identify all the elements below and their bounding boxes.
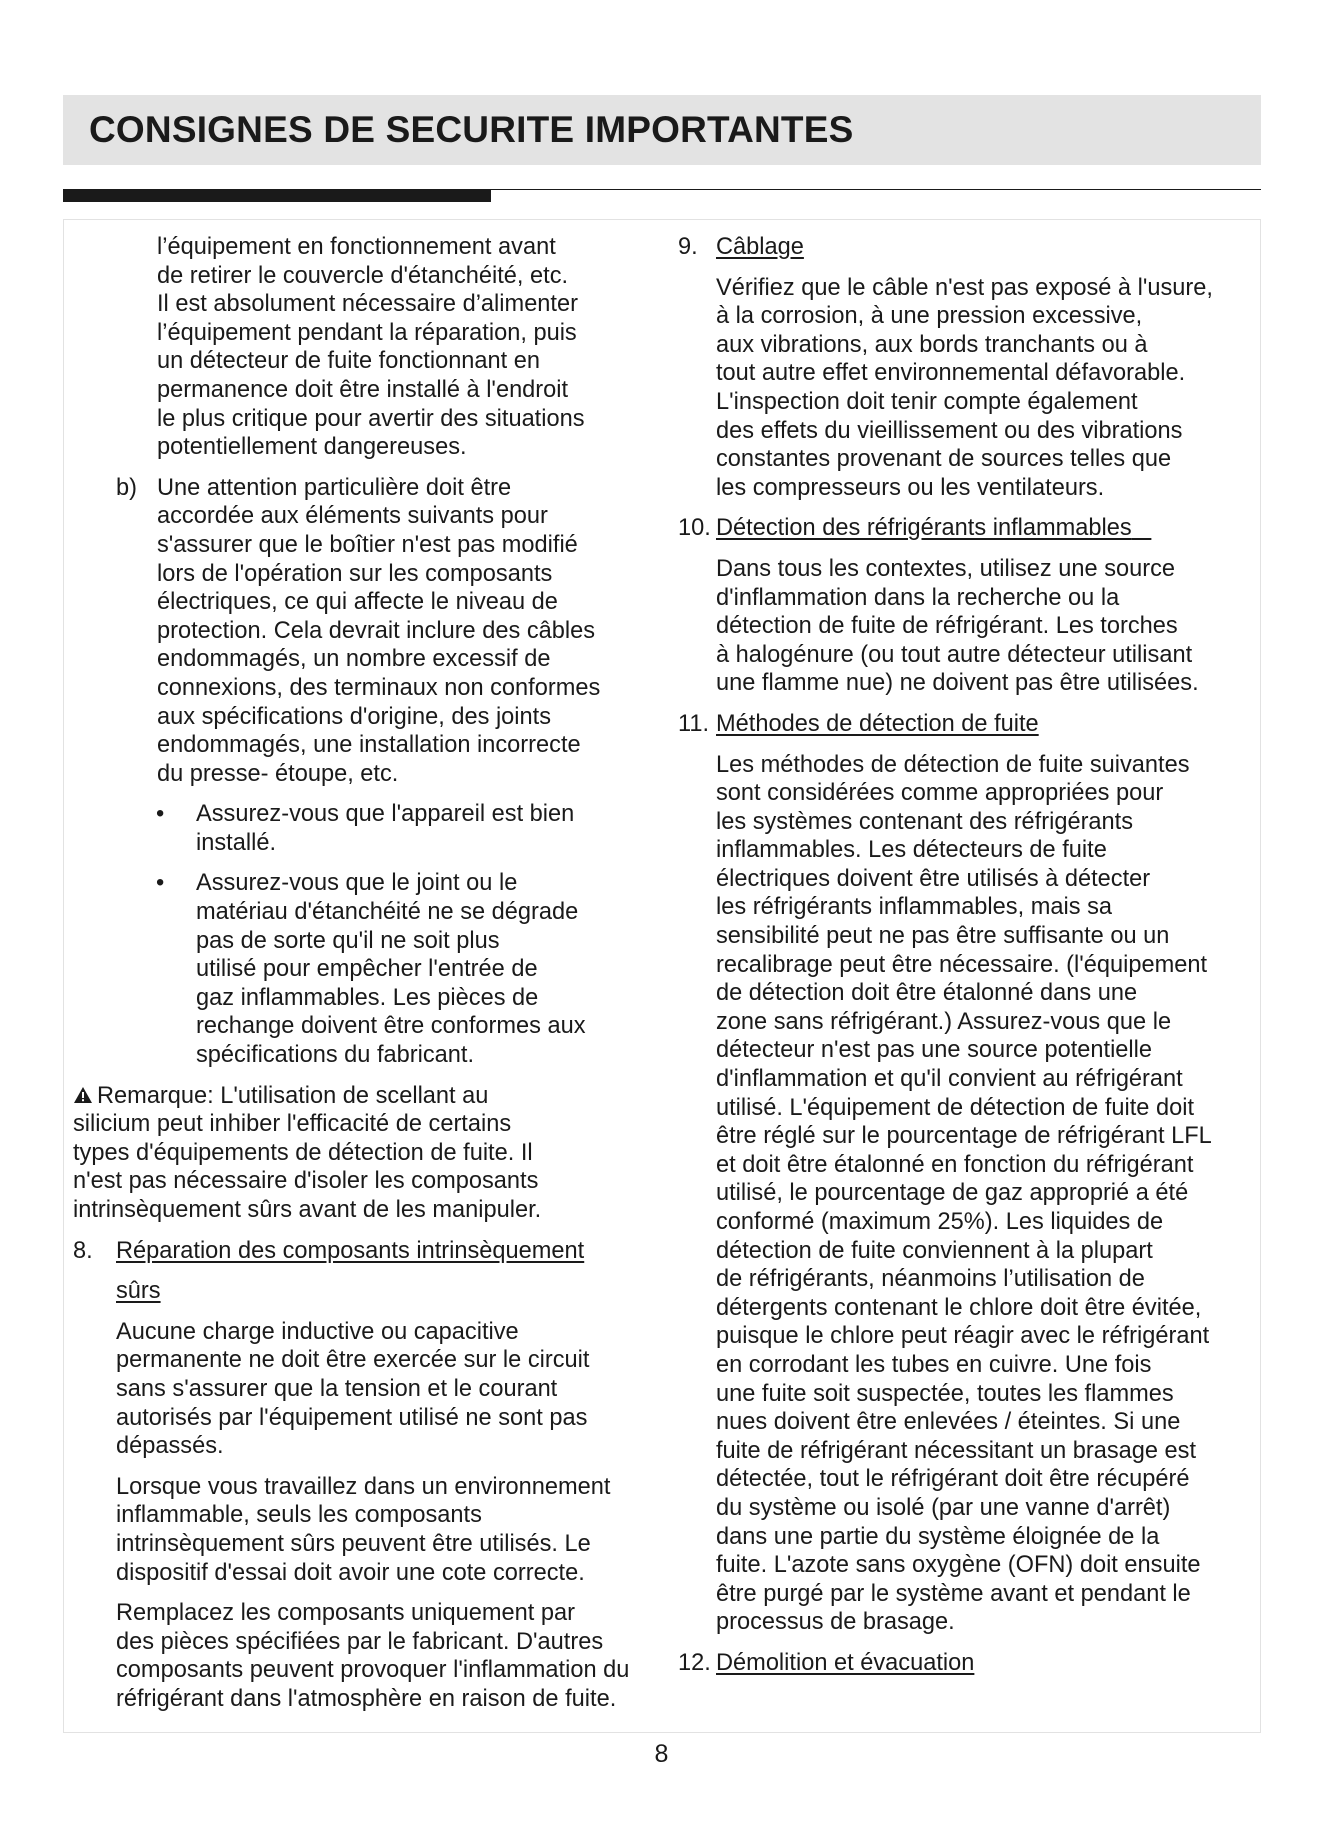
text-line: lors de l'opération sur les composants	[157, 560, 553, 587]
text-line: l’équipement pendant la réparation, puis	[157, 319, 577, 346]
section-number: 8.	[73, 1237, 93, 1264]
text-line: spécifications du fabricant.	[196, 1042, 475, 1069]
text-line: nues doivent être enlevées / éteintes. Si une	[716, 1409, 1181, 1436]
text-line: pas de sorte qu'il ne soit plus	[196, 927, 500, 954]
text-line: une fuite soit suspectée, toutes les flammes	[716, 1380, 1174, 1407]
bullet-marker: •	[156, 801, 165, 828]
text-line: de réfrigérants, néanmoins l’utilisation de	[716, 1266, 1145, 1293]
text-line: types d'équipements de détection de fuite. Il	[73, 1139, 533, 1166]
text-line: endommagés, un nombre excessif de	[157, 646, 551, 673]
text-line: d'inflammation dans la recherche ou la	[716, 584, 1120, 611]
text-line: Une attention particulière doit être	[157, 474, 512, 501]
page-header-bar	[63, 95, 1261, 165]
text-line: et doit être étalonné en fonction du réfrigérant	[716, 1151, 1194, 1178]
page-title: CONSIGNES DE SECURITE IMPORTANTES	[89, 109, 854, 150]
text-line: Assurez-vous que l'appareil est bien	[196, 801, 575, 828]
section-11-title	[678, 710, 1256, 739]
text-line: Aucune charge inductive ou capacitive	[116, 1318, 519, 1345]
text-line: électriques, ce qui affecte le niveau de	[157, 589, 558, 616]
section-8-title	[73, 1237, 645, 1306]
page-number: 8	[654, 1740, 669, 1768]
section-number: 9.	[678, 234, 698, 260]
text-line: zone sans réfrigérant.) Assurez-vous que le	[716, 1008, 1172, 1035]
text-line: détergents contenant le chlore doit être évitée,	[716, 1294, 1202, 1321]
section-10-title-text: Détection des réfrigérants inflammables	[716, 515, 1132, 542]
text-line: utilisé. L'équipement de détection de fuite doit	[716, 1094, 1195, 1121]
text-line: endommagés, une installation incorrecte	[157, 732, 581, 759]
warning-note	[73, 1082, 645, 1225]
text-line: dépassés.	[116, 1433, 224, 1460]
text-line: puisque le chlore peut réagir avec le réfrigérant	[716, 1323, 1210, 1350]
text-line: n'est pas nécessaire d'isoler les composants	[73, 1168, 539, 1195]
warning-triangle-icon	[73, 1086, 93, 1104]
text-line: Assurez-vous que le joint ou le	[196, 870, 518, 897]
text-line: détection de fuite conviennent à la plupart	[716, 1237, 1153, 1264]
text-line: une flamme nue) ne doivent pas être utilisées.	[716, 670, 1199, 697]
continuation-paragraph	[73, 233, 645, 462]
bullet-item-2	[73, 869, 645, 1069]
bullet-item-1-text	[196, 800, 645, 857]
text-line: potentiellement dangereuses.	[157, 434, 467, 461]
text-line: des effets du vieillissement ou des vibrations	[716, 417, 1183, 444]
section-10-body	[678, 555, 1256, 698]
list-marker-b: b)	[116, 474, 137, 501]
text-line: sensibilité peut ne pas être suffisante ou un	[716, 923, 1170, 950]
text-line: sans s'assurer que la tension et le courant	[116, 1375, 558, 1402]
text-line: utilisé pour empêcher l'entrée de	[196, 956, 538, 983]
section-12-title	[678, 1649, 1256, 1678]
section-9-body	[678, 274, 1256, 503]
header-rule-thick	[63, 189, 491, 202]
list-item-b-text	[157, 474, 645, 789]
text-line: être réglé sur le pourcentage de réfrigérant LFL	[716, 1123, 1212, 1150]
text-line: les compresseurs ou les ventilateurs.	[716, 474, 1105, 501]
section-8-title-line2: sûrs	[116, 1278, 161, 1305]
text-line: silicium peut inhiber l'efficacité de certains	[73, 1111, 512, 1138]
bullet-item-1	[73, 800, 645, 857]
list-item-b	[73, 474, 645, 789]
text-line: à halogénure (ou tout autre détecteur utilisant	[716, 641, 1193, 668]
text-line: matériau d'étanchéité ne se dégrade	[196, 899, 579, 926]
section-8-paragraph-3	[73, 1599, 645, 1713]
left-column	[73, 233, 645, 1714]
text-line: fuite. L'azote sans oxygène (OFN) doit ensuite	[716, 1552, 1201, 1579]
text-line: inflammables. Les détecteurs de fuite	[716, 837, 1107, 864]
text-line: des pièces spécifiées par le fabricant. D'autres	[116, 1628, 604, 1655]
text-line: s'assurer que le boîtier n'est pas modifié	[157, 531, 578, 558]
text-line: intrinsèquement sûrs avant de les manipuler.	[73, 1197, 542, 1223]
text-line: intrinsèquement sûrs peuvent être utilisés. Le	[116, 1530, 591, 1557]
text-line: dans une partie du système éloignée de la	[716, 1523, 1160, 1550]
text-line: aux spécifications d'origine, des joints	[157, 703, 552, 730]
section-10-title	[678, 514, 1256, 543]
section-9-title-text: Câblage	[716, 234, 804, 260]
text-line: de détection doit être étalonné dans une	[716, 980, 1138, 1007]
text-line: détection de fuite de réfrigérant. Les torches	[716, 613, 1178, 640]
text-line: rechange doivent être conformes aux	[196, 1013, 586, 1040]
text-line: constantes provenant de sources telles que	[716, 446, 1172, 473]
section-8-title-line1: Réparation des composants intrinsèquement	[116, 1237, 585, 1264]
text-line: installé.	[196, 829, 276, 856]
section-11-title-text: Méthodes de détection de fuite	[716, 710, 1039, 737]
text-line: Remplacez les composants uniquement par	[116, 1600, 576, 1627]
text-line: du système ou isolé (par une vanne d'arrêt)	[716, 1494, 1171, 1521]
bullet-marker: •	[156, 870, 165, 897]
text-line: fuite de réfrigérant nécessitant un brasage est	[716, 1437, 1197, 1464]
text-line: L'inspection doit tenir compte également	[716, 388, 1138, 415]
warning-note-text: Remarque: L'utilisation de scellant au	[97, 1082, 489, 1109]
text-line: les réfrigérants inflammables, mais sa	[716, 894, 1112, 921]
text-line: aux vibrations, aux bords tranchants ou à	[716, 331, 1148, 358]
text-line: processus de brasage.	[716, 1609, 955, 1636]
text-line: Vérifiez que le câble n'est pas exposé à l'usure,	[716, 274, 1213, 301]
section-number: 11.	[678, 710, 710, 737]
text-line: l’équipement en fonctionnement avant	[157, 234, 556, 260]
text-line: un détecteur de fuite fonctionnant en	[157, 348, 541, 375]
section-8-paragraph-1	[73, 1318, 645, 1461]
bullet-item-2-text	[196, 869, 645, 1069]
text-line: être purgé par le système avant et pendant le	[716, 1580, 1191, 1607]
text-line: électriques doivent être utilisés à détecter	[716, 865, 1151, 892]
text-line: détectée, tout le réfrigérant doit être récupéré	[716, 1466, 1190, 1493]
text-line: inflammable, seuls les composants	[116, 1502, 482, 1529]
section-8-paragraph-2	[73, 1473, 645, 1587]
text-line: dispositif d'essai doit avoir une cote correcte.	[116, 1559, 585, 1586]
text-line: du presse- étoupe, etc.	[157, 760, 399, 787]
text-line: Dans tous les contextes, utilisez une source	[716, 555, 1176, 582]
text-line: permanente ne doit être exercée sur le circuit	[116, 1347, 590, 1374]
text-line: les systèmes contenant des réfrigérants	[716, 808, 1134, 835]
text-line: conformé (maximum 25%). Les liquides de	[716, 1209, 1164, 1235]
section-number: 10.	[678, 515, 711, 542]
text-line: détecteur n'est pas une source potentielle	[716, 1037, 1153, 1064]
text-line: Lorsque vous travaillez dans un environnement	[116, 1473, 611, 1500]
text-line: utilisé, le pourcentage de gaz approprié a été	[716, 1180, 1189, 1207]
text-line: de retirer le couvercle d'étanchéité, etc.	[157, 262, 569, 289]
text-line: Il est absolument nécessaire d’alimenter	[157, 291, 578, 318]
text-line: tout autre effet environnemental défavorable.	[716, 360, 1186, 387]
text-line: composants peuvent provoquer l'inflammation du	[116, 1657, 630, 1684]
section-9-title	[678, 233, 1256, 262]
section-number: 12.	[678, 1649, 711, 1676]
text-line: autorisés par l'équipement utilisé ne sont pas	[116, 1404, 588, 1431]
text-line: Les méthodes de détection de fuite suivantes	[716, 751, 1190, 778]
text-line: accordée aux éléments suivants pour	[157, 503, 548, 530]
text-line: gaz inflammables. Les pièces de	[196, 984, 539, 1011]
right-column	[678, 233, 1256, 1678]
text-line: connexions, des terminaux non conformes	[157, 674, 601, 701]
text-line: sont considérées comme appropriées pour	[716, 780, 1164, 807]
text-line: d'inflammation et qu'il convient au réfrigérant	[716, 1066, 1183, 1093]
text-line: protection. Cela devrait inclure des câbles	[157, 617, 596, 644]
text-line: à la corrosion, à une pression excessive,	[716, 303, 1143, 330]
section-12-title-text: Démolition et évacuation	[716, 1649, 975, 1676]
section-11-body	[678, 751, 1256, 1637]
text-line: réfrigérant dans l'atmosphère en raison de fuite.	[116, 1685, 617, 1712]
text-line: permanence doit être installé à l'endroit	[157, 376, 569, 403]
text-line: en corrodant les tubes en cuivre. Une fois	[716, 1351, 1152, 1378]
header-rule-thin	[491, 189, 1261, 190]
text-line: le plus critique pour avertir des situations	[157, 405, 585, 432]
text-line: recalibrage peut être nécessaire. (l'équipement	[716, 951, 1208, 978]
